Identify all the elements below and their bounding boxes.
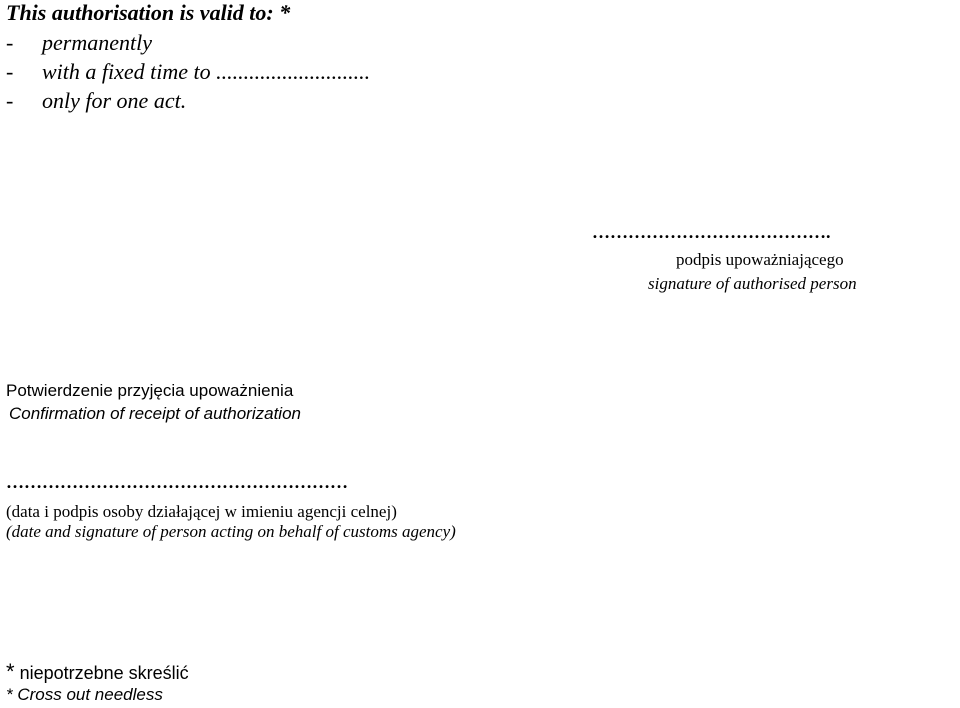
footnote-star: * <box>6 659 15 684</box>
option-text: permanently <box>42 30 152 55</box>
footnote-pl <box>6 659 189 685</box>
confirmation-label-en: Confirmation of receipt of authorization <box>9 404 301 423</box>
option-dash: - <box>6 30 14 55</box>
authoriser-signature-label-pl: podpis upoważniającego <box>676 250 844 269</box>
footnote-en: * Cross out needless <box>6 685 163 704</box>
agency-signature-label-pl: (data i podpis osoby działającej w imieniu agencji celnej) <box>6 502 397 521</box>
option-text: only for one act. <box>42 88 187 113</box>
validity-option-permanently <box>6 30 152 56</box>
validity-option-one-act <box>6 88 186 114</box>
authoriser-signature-line: …………………………………. <box>592 222 831 242</box>
agency-signature-line: ………………………………………………… <box>6 472 348 492</box>
authoriser-signature-label-en: signature of authorised person <box>648 274 857 293</box>
agency-signature-label-en: (date and signature of person acting on behalf of customs agency) <box>6 522 456 541</box>
option-dash: - <box>6 88 14 113</box>
option-text: with a fixed time to ............................ <box>42 59 371 84</box>
validity-option-fixed-time <box>6 59 370 85</box>
option-dash: - <box>6 59 14 84</box>
confirmation-label-pl: Potwierdzenie przyjęcia upoważnienia <box>6 381 294 400</box>
validity-heading: This authorisation is valid to: * <box>6 0 291 25</box>
footnote-label-pl: niepotrzebne skreślić <box>19 663 189 683</box>
